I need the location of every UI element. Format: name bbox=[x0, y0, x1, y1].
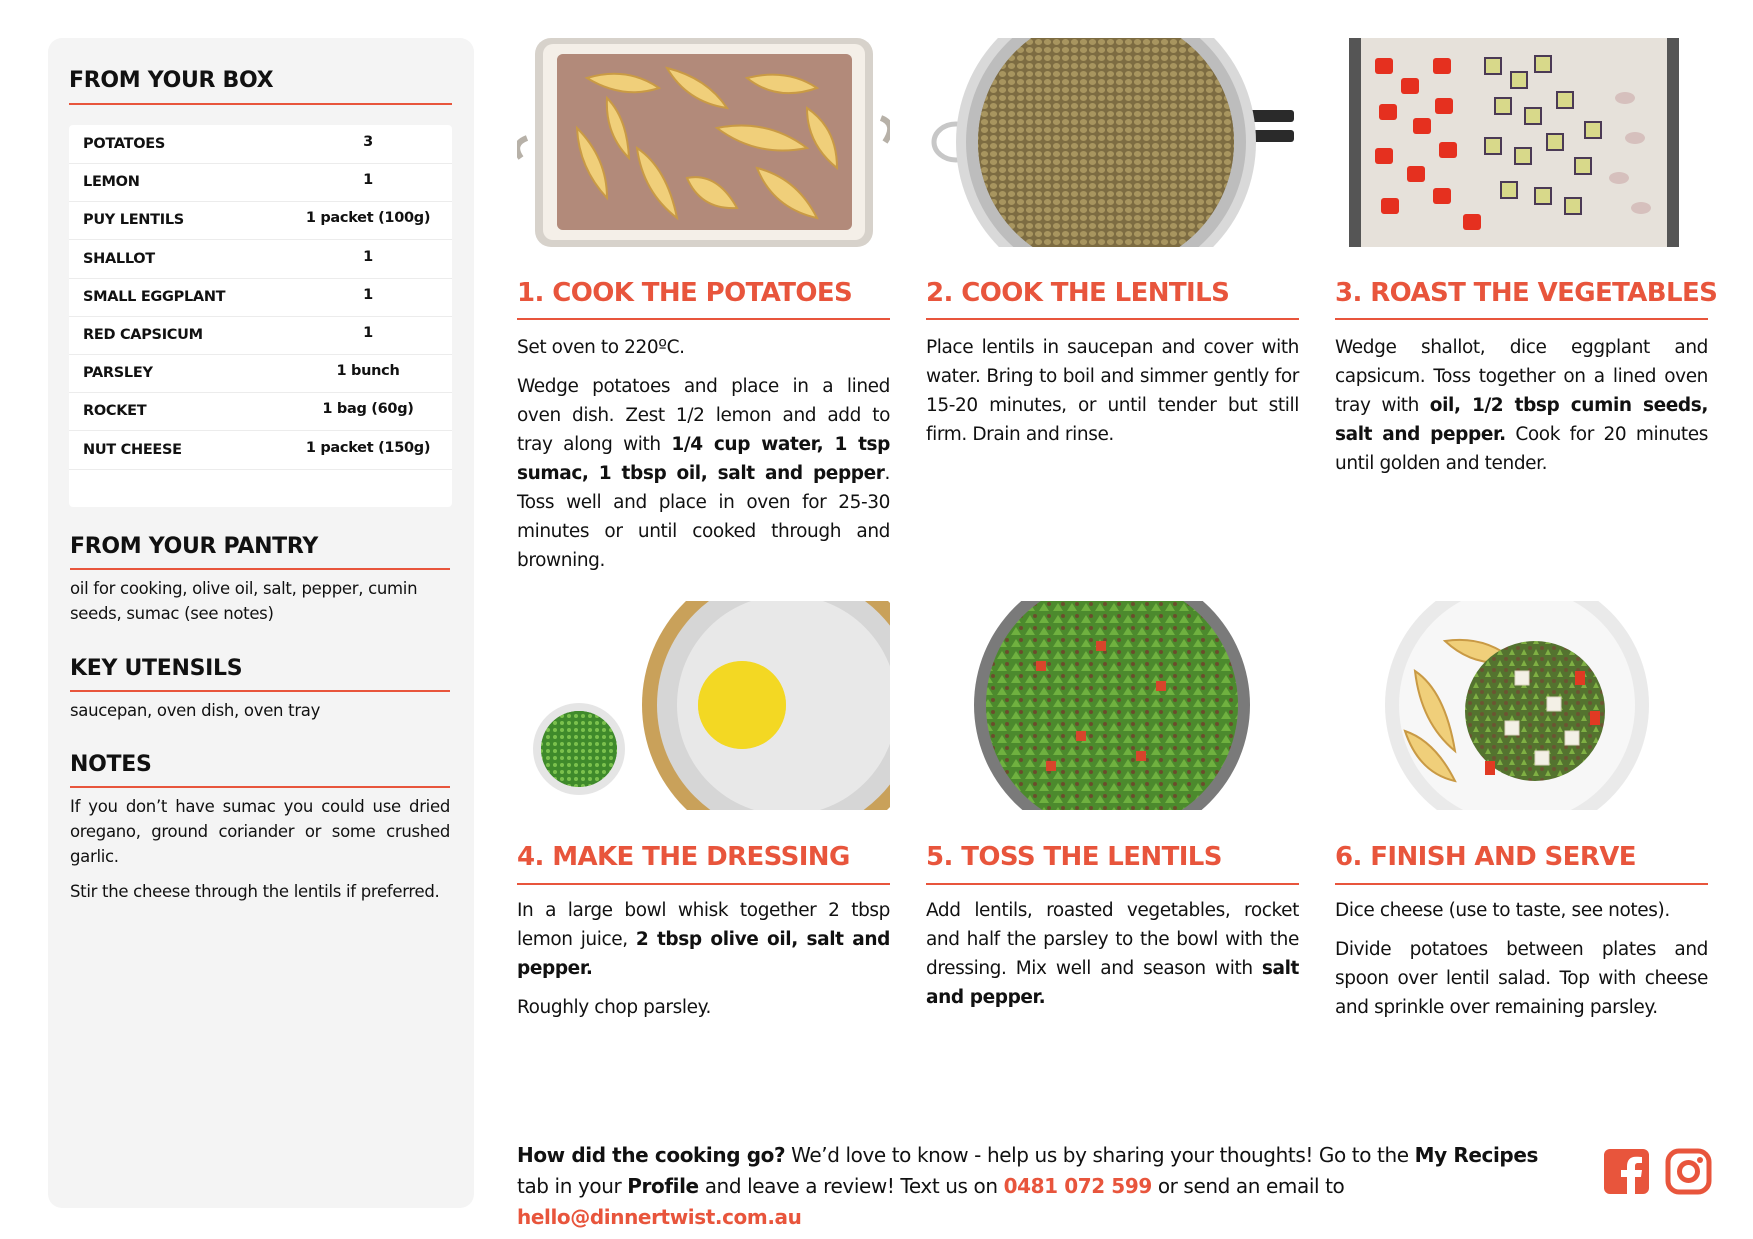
pantry-text: oil for cooking, olive oil, salt, pepper, cumin seeds, sumac (see notes) bbox=[70, 579, 418, 623]
step-rule bbox=[926, 883, 1299, 885]
step-rule bbox=[1335, 318, 1708, 320]
step-text-run: Set oven to 220ºC. bbox=[517, 337, 685, 358]
ingredient-quantity: 1 bunch bbox=[336, 363, 400, 380]
email-link[interactable]: hello@dinnertwist.com.au bbox=[517, 1205, 802, 1229]
from-your-box-heading: FROM YOUR BOX bbox=[69, 68, 274, 93]
ingredient-name: PUY LENTILS bbox=[83, 212, 184, 229]
ingredient-quantity: 1 bbox=[363, 325, 373, 341]
step-paragraph bbox=[1335, 896, 1708, 925]
ingredient-name: RED CAPSICUM bbox=[83, 327, 203, 343]
notes-heading: NOTES bbox=[70, 752, 152, 777]
step-text-run: Add lentils, roasted vegetables, rocket and half the parsley to the bowl with the dressing. Mix well and season with bbox=[926, 900, 1299, 979]
heading-rule bbox=[69, 103, 452, 105]
step-6-title: 6. FINISH AND SERVE bbox=[1335, 842, 1636, 872]
instagram-icon[interactable] bbox=[1665, 1148, 1712, 1195]
footer-text-run: Profile bbox=[627, 1174, 699, 1198]
step-paragraph bbox=[517, 896, 890, 983]
step-2-instructions bbox=[926, 333, 1299, 459]
step-rule bbox=[517, 318, 890, 320]
step-rule bbox=[517, 883, 890, 885]
ingredient-quantity: 1 bbox=[363, 286, 373, 303]
facebook-icon[interactable] bbox=[1603, 1148, 1650, 1195]
step-1-instructions bbox=[517, 333, 890, 585]
box-ingredient-row bbox=[69, 125, 452, 164]
step-paragraph bbox=[517, 372, 890, 575]
review-prompt bbox=[517, 1140, 1567, 1233]
phone-number-link[interactable]: 0481 072 599 bbox=[1003, 1174, 1152, 1198]
step-text-run: Wedge potatoes and place in a lined oven dish. Zest 1/2 lemon and add to tray along with bbox=[517, 376, 890, 455]
box-ingredient-row bbox=[69, 240, 452, 279]
ingredient-name: NUT CHEESE bbox=[83, 441, 182, 458]
step-text-run: Wedge shallot, dice eggplant and capsicum. Toss together on a lined oven tray with bbox=[1335, 337, 1708, 416]
step-5-title: 5. TOSS THE LENTILS bbox=[926, 842, 1222, 872]
step-rule bbox=[926, 318, 1299, 320]
box-ingredient-row bbox=[69, 278, 452, 317]
step-paragraph bbox=[1335, 935, 1708, 1022]
step-text-run: Divide potatoes between plates and spoon over lentil salad. Top with cheese and sprinkle over remaining parsley. bbox=[1335, 939, 1708, 1018]
footer-text-run: tab in your bbox=[517, 1174, 628, 1198]
heading-rule bbox=[70, 690, 450, 692]
from-your-pantry-heading: FROM YOUR PANTRY bbox=[70, 534, 318, 559]
step-paragraph bbox=[1335, 333, 1708, 478]
ingredient-name: ROCKET bbox=[83, 403, 147, 420]
box-ingredient-row bbox=[69, 431, 452, 470]
step-rule bbox=[1335, 883, 1708, 885]
ingredients-sidebar bbox=[48, 38, 474, 1208]
step-5-photo bbox=[926, 601, 1299, 810]
step-3-title: 3. ROAST THE VEGETABLES bbox=[1335, 278, 1718, 308]
step-4-title: 4. MAKE THE DRESSING bbox=[517, 842, 850, 872]
step-paragraph bbox=[517, 993, 890, 1022]
step-6-instructions bbox=[1335, 896, 1708, 1032]
ingredient-name: PARSLEY bbox=[83, 365, 153, 382]
footer-text-run: or send an email to bbox=[1151, 1174, 1345, 1198]
box-ingredient-row bbox=[69, 201, 452, 240]
utensils-text: saucepan, oven dish, oven tray bbox=[70, 701, 321, 720]
step-text-run: Roughly chop parsley. bbox=[517, 997, 711, 1018]
step-text-run: In a large bowl whisk together 2 tbsp lemon juice, bbox=[517, 900, 890, 950]
step-text-bold: 1/4 cup water, 1 tsp sumac, 1 tbsp oil, salt and pepper bbox=[517, 434, 891, 484]
heading-rule bbox=[70, 568, 450, 570]
footer-text-run: How did the cooking go? bbox=[517, 1143, 786, 1167]
step-paragraph bbox=[926, 896, 1299, 1012]
ingredient-name: SMALL EGGPLANT bbox=[83, 288, 226, 305]
notes-text-1: If you don’t have sumac you could use dried oregano, ground coriander or some crushed garlic. bbox=[70, 797, 450, 866]
step-text-run: . Toss well and place in oven for 25-30 minutes or until cooked through and browning. bbox=[517, 463, 890, 571]
ingredient-quantity: 1 bbox=[363, 248, 373, 265]
ingredient-quantity: 1 packet (150g) bbox=[305, 439, 431, 456]
box-ingredient-row bbox=[69, 163, 452, 202]
box-ingredients-table bbox=[69, 125, 452, 507]
box-ingredient-row bbox=[69, 354, 452, 393]
step-paragraph bbox=[926, 333, 1299, 449]
step-2-title: 2. COOK THE LENTILS bbox=[926, 278, 1230, 308]
step-text-bold: salt and pepper. bbox=[926, 958, 1299, 1008]
footer-text-run: My Recipes bbox=[1414, 1143, 1538, 1167]
step-1-title: 1. COOK THE POTATOES bbox=[517, 278, 853, 308]
step-2-photo bbox=[926, 38, 1299, 247]
ingredient-quantity: 1 packet (100g) bbox=[305, 210, 431, 227]
ingredient-name: SHALLOT bbox=[83, 250, 155, 267]
step-3-photo bbox=[1335, 38, 1708, 247]
ingredient-quantity: 3 bbox=[363, 134, 373, 150]
step-text-bold: oil, 1/2 tbsp cumin seeds, salt and pepper. bbox=[1335, 395, 1708, 445]
step-text-bold: 2 tbsp olive oil, salt and pepper. bbox=[517, 929, 890, 979]
step-paragraph bbox=[517, 333, 890, 362]
step-1-photo bbox=[517, 38, 890, 247]
footer-text-run: We’d love to know - help us by sharing your thoughts! Go to the bbox=[785, 1143, 1415, 1167]
footer-text-run: and leave a review! Text us on bbox=[698, 1174, 1004, 1198]
key-utensils-heading: KEY UTENSILS bbox=[70, 656, 243, 681]
step-text-run: Dice cheese (use to taste, see notes). bbox=[1335, 900, 1670, 921]
step-3-instructions bbox=[1335, 333, 1708, 488]
ingredient-quantity: 1 bag (60g) bbox=[322, 401, 414, 418]
ingredient-name: LEMON bbox=[83, 174, 140, 191]
ingredient-name: POTATOES bbox=[83, 136, 165, 152]
box-ingredient-row bbox=[69, 392, 452, 431]
step-6-photo bbox=[1335, 601, 1708, 810]
step-4-instructions bbox=[517, 896, 890, 1032]
notes-text-2: Stir the cheese through the lentils if preferred. bbox=[70, 882, 440, 901]
step-4-photo bbox=[517, 601, 890, 810]
step-text-run: Cook for 20 minutes until golden and tender. bbox=[1335, 424, 1708, 474]
box-ingredient-row bbox=[69, 316, 452, 355]
step-text-run: Place lentils in saucepan and cover with water. Bring to boil and simmer gently for 15-20 minutes, or until tender but still firm. Drain and rinse. bbox=[926, 337, 1299, 445]
ingredient-quantity: 1 bbox=[363, 172, 373, 189]
step-5-instructions bbox=[926, 896, 1299, 1022]
heading-rule bbox=[70, 786, 450, 788]
